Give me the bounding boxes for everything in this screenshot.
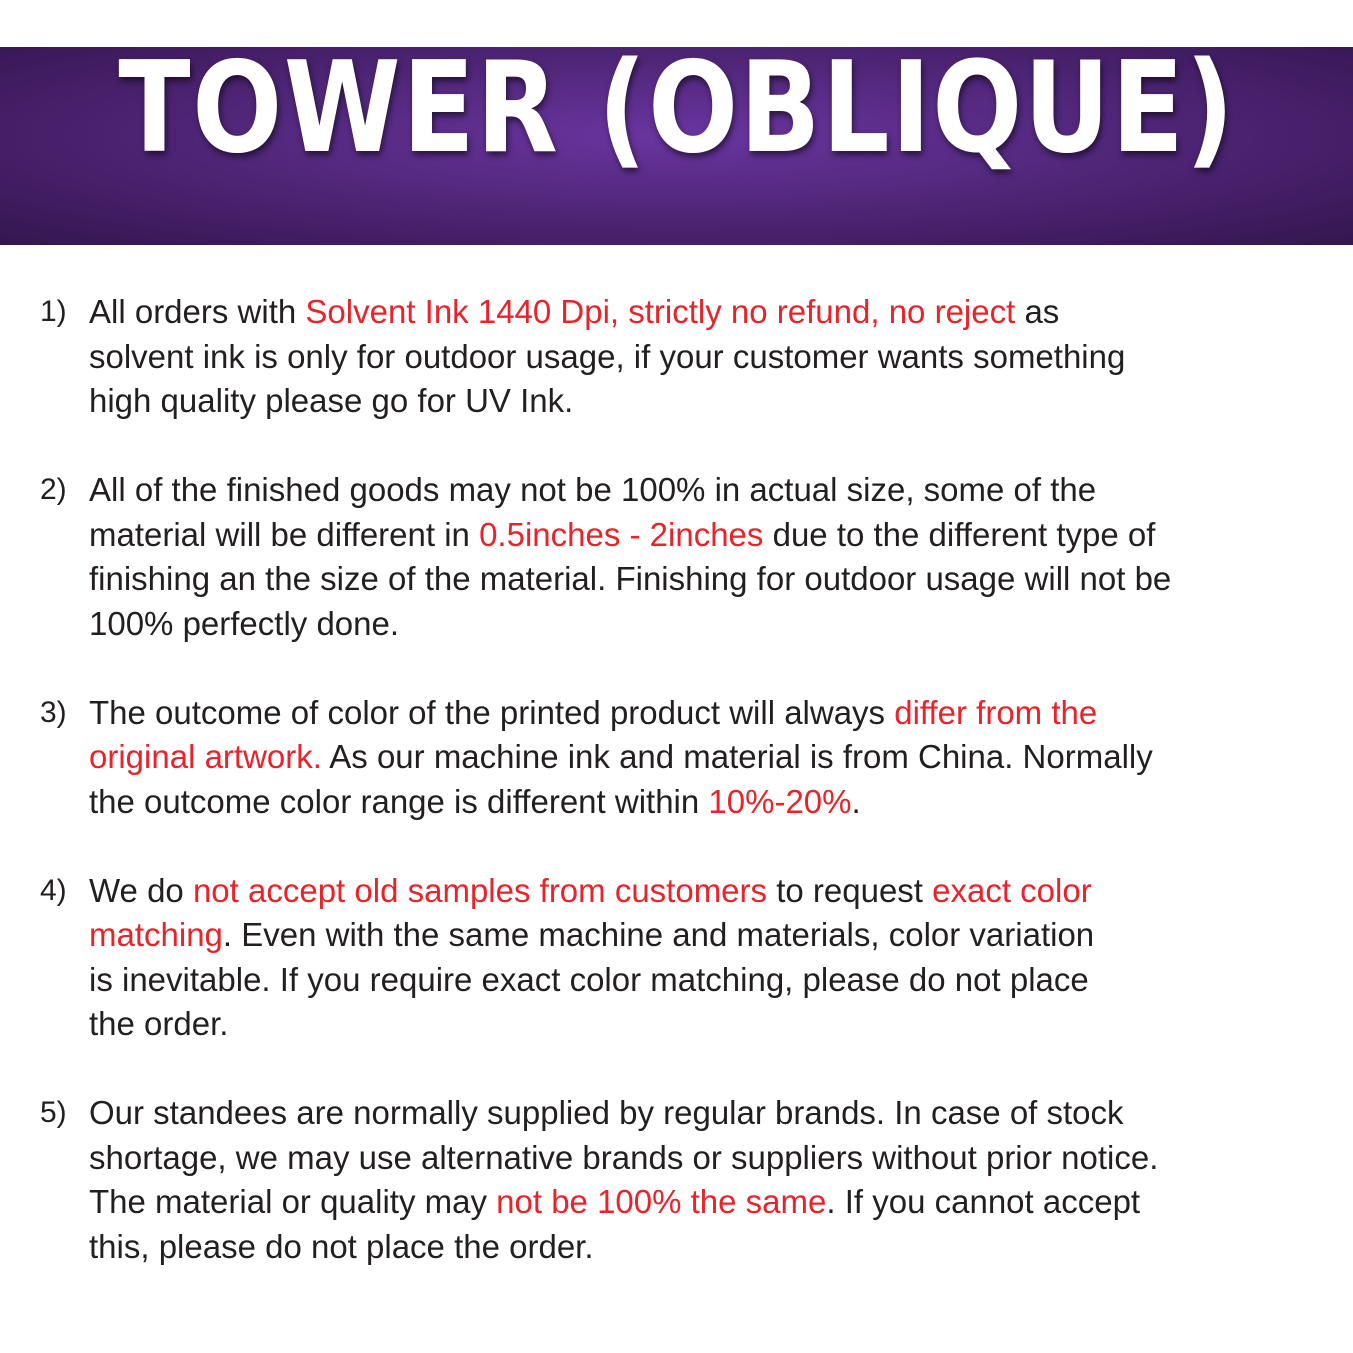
- text-segment: . Even with the same machine and materials, color variation: [222, 916, 1095, 953]
- text-segment: finishing an the size of the material. Finishing for outdoor usage will not be: [89, 560, 1172, 597]
- page-title: TOWER (OBLIQUE): [117, 47, 1236, 181]
- term-text: [89, 691, 1323, 825]
- term-item: [0, 468, 1353, 646]
- text-segment: due to the different type of: [763, 515, 1156, 553]
- highlighted-text: Solvent Ink 1440 Dpi, strictly no refund, no reject: [305, 293, 1016, 330]
- text-segment: Our standees are normally supplied by regular brands. In case of stock: [89, 1094, 1124, 1131]
- text-segment: The material or quality may: [89, 1183, 497, 1220]
- text-segment: this, please do not place the order.: [89, 1227, 594, 1265]
- term-number: 1): [40, 295, 67, 328]
- highlighted-text: not be 100% the same: [496, 1183, 827, 1220]
- text-segment: The outcome of color of the printed product will always: [89, 693, 895, 731]
- term-text: [89, 468, 1323, 646]
- text-segment: material will be different in: [89, 515, 480, 553]
- highlighted-text: 10%-20%: [708, 782, 852, 820]
- text-segment: the order.: [89, 1005, 229, 1042]
- term-text: [89, 1091, 1323, 1269]
- text-segment: 100% perfectly done.: [89, 604, 400, 642]
- text-segment: shortage, we may use alternative brands or suppliers without prior notice.: [89, 1138, 1159, 1176]
- term-item: [0, 691, 1353, 825]
- text-segment: All of the finished goods may not be 100% in actual size, some of the: [89, 471, 1097, 508]
- highlighted-text: exact color: [932, 871, 1092, 909]
- text-segment: .: [851, 782, 861, 820]
- term-number: 5): [40, 1096, 67, 1129]
- highlighted-text: original artwork.: [89, 738, 322, 775]
- text-segment: All orders with: [89, 293, 306, 330]
- text-segment: As our machine ink and material is from China. Normally: [321, 738, 1153, 775]
- text-segment: is inevitable. If you require exact color matching, please do not place: [89, 960, 1089, 998]
- term-number: 3): [40, 695, 67, 729]
- term-text: [89, 290, 1323, 424]
- text-segment: to request: [767, 871, 933, 909]
- term-text: [89, 869, 1323, 1047]
- text-segment: solvent ink is only for outdoor usage, if your customer wants something: [89, 337, 1126, 375]
- term-item: [0, 869, 1353, 1047]
- term-item: [0, 290, 1353, 424]
- term-item: [0, 1091, 1353, 1269]
- terms-list: [0, 290, 1353, 1314]
- highlighted-text: matching: [89, 916, 223, 953]
- highlighted-text: 0.5inches - 2inches: [479, 515, 764, 553]
- highlighted-text: not accept old samples from customers: [192, 871, 768, 909]
- text-segment: We do: [89, 871, 193, 909]
- highlighted-text: differ from the: [894, 693, 1098, 731]
- term-number: 2): [40, 473, 67, 506]
- term-number: 4): [40, 873, 67, 907]
- title-banner: [0, 47, 1353, 245]
- text-segment: high quality please go for UV Ink.: [89, 382, 574, 419]
- text-segment: . If you cannot accept: [826, 1183, 1141, 1220]
- text-segment: as: [1015, 293, 1060, 330]
- text-segment: the outcome color range is different within: [89, 782, 709, 820]
